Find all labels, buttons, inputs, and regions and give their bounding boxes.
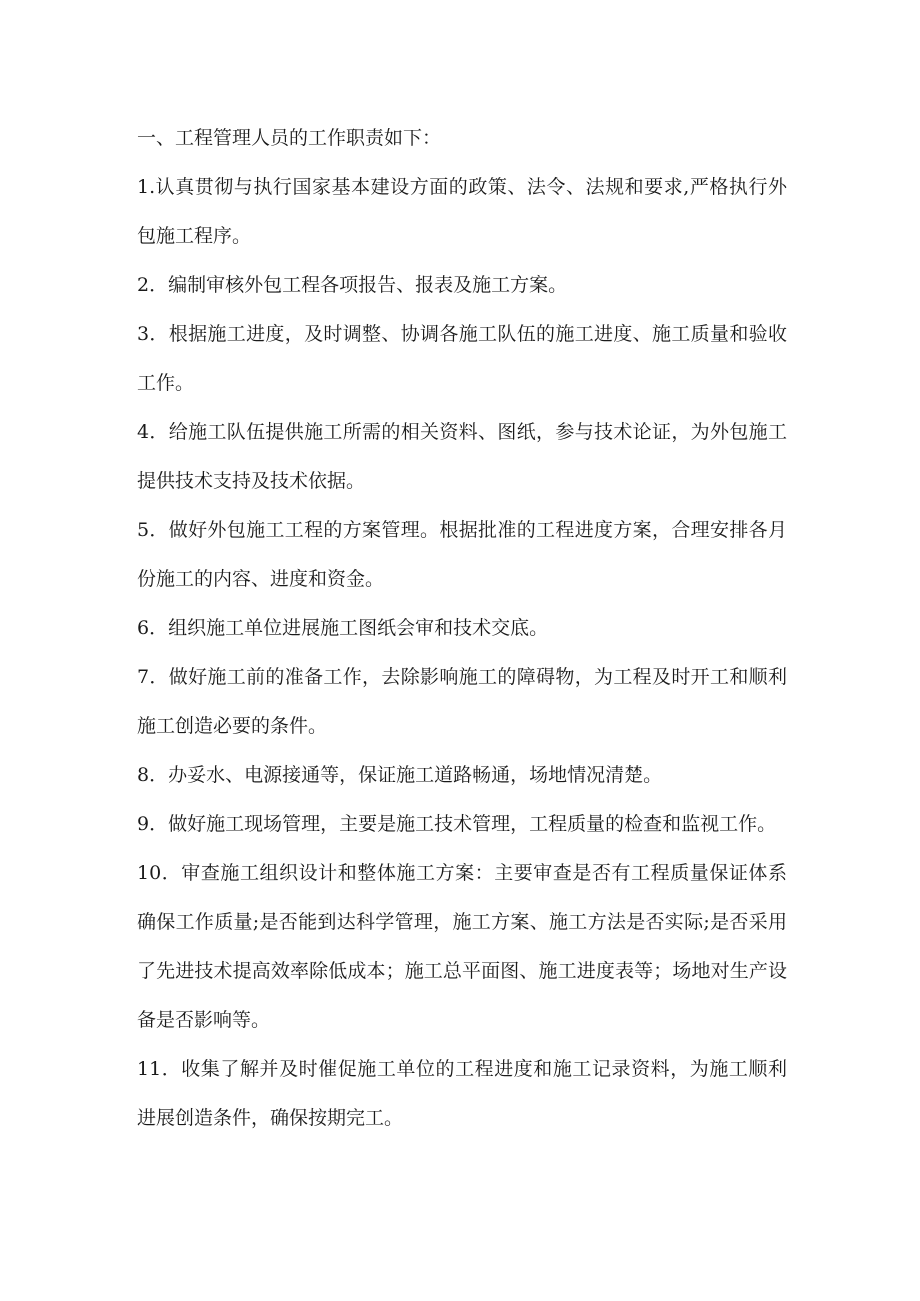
duty-item-5: 5．做好外包施工工程的方案管理。根据批准的工程进度方案，合理安排各月份施工的内容、进度和资金。 [137, 519, 787, 590]
duty-item-6: 6．组织施工单位进展施工图纸会审和技术交底。 [137, 617, 549, 639]
duty-item-9: 9．做好施工现场管理，主要是施工技术管理，工程质量的检查和监视工作。 [137, 813, 777, 835]
duty-item-4: 4．给施工队伍提供施工所需的相关资料、图纸，参与技术论证，为外包施工提供技术支持及技术依据。 [137, 421, 787, 492]
duty-item-10: 10．审查施工组织设计和整体施工方案：主要审查是否有工程质量保证体系确保工作质量;是否能到达科学管理，施工方案、施工方法是否实际;是否采用了先进技术提高效率除低成本；施工总平面图、施工进度表等；场地对生产设备是否影响等。 [137, 862, 787, 1031]
duty-item-1: 1.认真贯彻与执行国家基本建设方面的政策、法令、法规和要求,严格执行外包施工程序。 [137, 176, 787, 247]
section-heading: 一、工程管理人员的工作职责如下： [137, 127, 442, 149]
document-body [137, 114, 787, 1143]
duty-item-11: 11．收集了解并及时催促施工单位的工程进度和施工记录资料，为施工顺利进展创造条件，确保按期完工。 [137, 1058, 787, 1129]
duty-item-2: 2．编制审核外包工程各项报告、报表及施工方案。 [137, 274, 568, 296]
duty-item-7: 7．做好施工前的准备工作，去除影响施工的障碍物，为工程及时开工和顺利施工创造必要的条件。 [137, 666, 787, 737]
duty-item-8: 8．办妥水、电源接通等，保证施工道路畅通，场地情况清楚。 [137, 764, 663, 786]
duty-item-3: 3．根据施工进度，及时调整、协调各施工队伍的施工进度、施工质量和验收工作。 [137, 323, 787, 394]
